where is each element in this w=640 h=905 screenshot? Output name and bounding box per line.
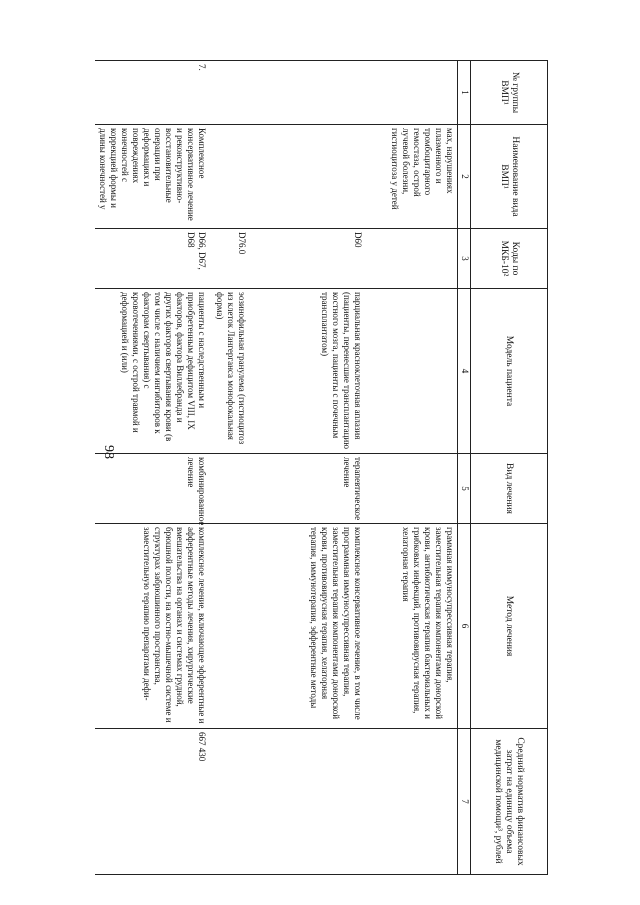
header-patient-model: Модель пациента	[471, 289, 548, 454]
column-number: 6	[458, 524, 471, 729]
header-icd-codes: Коды по МКБ-10²	[471, 229, 548, 289]
treatment-type-cell	[365, 454, 458, 524]
treatment-type-cell: комбинированное лечение	[95, 454, 209, 524]
treatment-method-cell: комплексное лечение, включающее эфферентные и афферентные методы лечения, хирургические вмешательства на органах и системах грудной, брюшной полости, на костно-мышечной системе и структурах забрюшинного пространства, заместительную терапию препаратами дефи-	[95, 524, 209, 729]
page-number: 98	[101, 445, 116, 459]
column-number: 5	[458, 454, 471, 524]
icd-code-cell: D66, D67, D68	[95, 229, 209, 289]
column-number-row	[458, 61, 471, 875]
column-number: 4	[458, 289, 471, 454]
treatment-method-cell: комплексное консервативное лечение, в том числе программная иммуносупрессивная терапия, заместительная терапия компонентами донорской крови, противовирусная терапия, хелаторная терапия, иммунотерапия, эфферентные методы	[249, 524, 365, 729]
patient-model-cell: парциальная красноклеточная аплазия (пациенты, перенесшие трансплантацию костного мозга, пациенты с почечным трансплантатом)	[249, 289, 365, 454]
treatment-method-cell: граммная иммуносупрессивная терапия, заместительная терапия компонентами донорской крови, антибиотическая терапия бактериальных и грибковых инфекций, противовирусная терапия, хелаторная терапия	[365, 524, 458, 729]
column-number: 2	[458, 125, 471, 229]
header-group-number: № группы ВМП¹	[471, 61, 548, 125]
icd-code-cell	[365, 229, 458, 289]
column-number: 1	[458, 61, 471, 125]
table-row	[365, 61, 458, 875]
table-row	[209, 61, 249, 875]
patient-model-cell: пациенты с наследственным и приобретенным дефицитом VIII, IX факторов, фактора Виллебранда и других факторов свертывания крови (в том числе с наличием ингибиторов к факторам свертывания) с кровотечениями, с острой травмой и деформацией и (или)	[95, 289, 209, 454]
icd-code-cell: D76.0	[209, 229, 249, 289]
vmp-name-cell: мах, нарушениях плазменного и тромбоцитарного гемостаза, острой лучевой болезни, гистиоцитоза у детей	[365, 125, 458, 229]
avg-cost-cell	[209, 729, 249, 875]
vmp-name-cell	[209, 125, 249, 229]
table-header-row	[471, 61, 548, 875]
table-row	[249, 61, 365, 875]
treatment-method-cell	[209, 524, 249, 729]
group-number-cell	[249, 61, 365, 125]
avg-cost-cell: 667 430	[95, 729, 209, 875]
header-avg-cost: Средний норматив финансовых затрат на единицу объема медицинской помощи³, рублей	[471, 729, 548, 875]
group-number-cell: 7.	[95, 61, 209, 125]
column-number: 7	[458, 729, 471, 875]
vmp-name-cell: Комплексное консервативное лечение и реконструктивно-восстановительные операции при деформациях и повреждениях конечностей с коррекцией формы и длины конечностей у	[95, 125, 209, 229]
table-row	[95, 61, 209, 875]
patient-model-cell: эозинофильная гранулема (гистиоцитоз из клеток Лангерганса монофокальная форма)	[209, 289, 249, 454]
header-treatment-type: Вид лечения	[471, 454, 548, 524]
treatment-type-cell	[209, 454, 249, 524]
header-vmp-name: Наименование вида ВМП¹	[471, 125, 548, 229]
patient-model-cell	[365, 289, 458, 454]
group-number-cell	[365, 61, 458, 125]
header-treatment-method: Метод лечения	[471, 524, 548, 729]
vmp-name-cell	[249, 125, 365, 229]
icd-code-cell: D60	[249, 229, 365, 289]
column-number: 3	[458, 229, 471, 289]
treatment-type-cell: терапевтическое лечение	[249, 454, 365, 524]
avg-cost-cell	[249, 729, 365, 875]
avg-cost-cell	[365, 729, 458, 875]
group-number-cell	[209, 61, 249, 125]
vmp-table	[95, 60, 548, 875]
